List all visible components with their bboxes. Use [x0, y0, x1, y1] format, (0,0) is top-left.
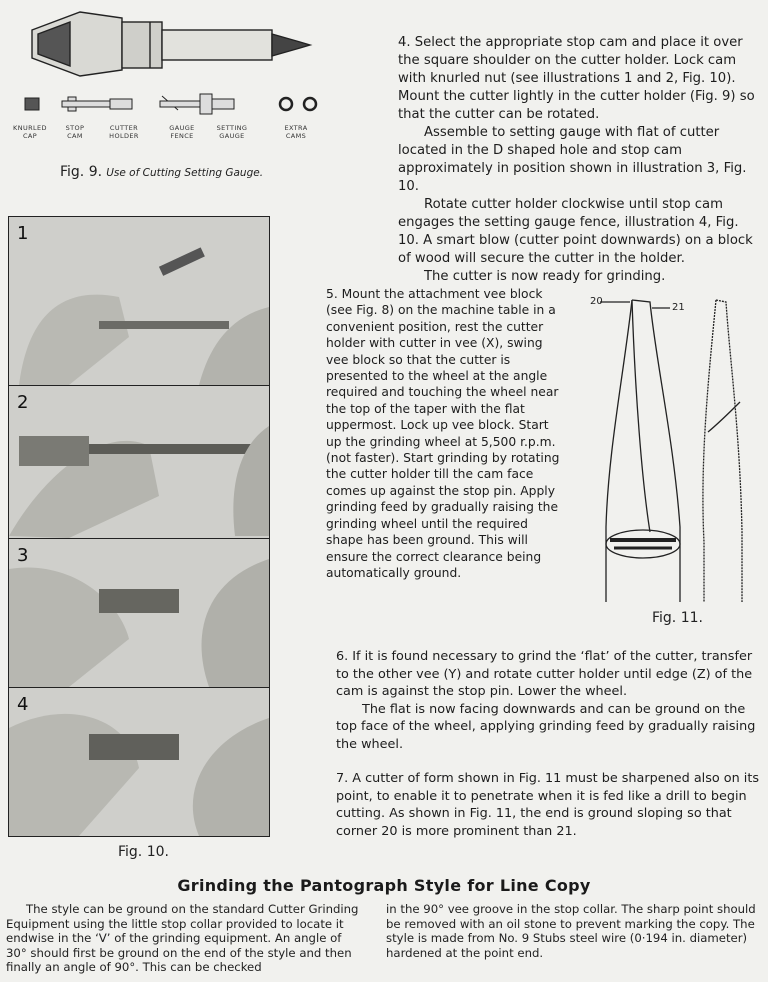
extra-cams-icon — [280, 98, 316, 110]
step-4-text: 4. Select the appropriate stop cam and place it over the square shoulder on the cutter holder. Lock cam with knurled nut (see illustrations 1 and 2, Fig. 10). Mount the cutter lightly in the cutter holder (Fig. 9) so that the cutter can be rotated. Assemble to setting gauge with flat of cutter located in the D shaped hole and stop cam approximately in position shown in illustration 3, Fig. 10. Rotate cutter holder clockwise until stop cam engages the setting gauge fence, illustration 4, Fig. 10. A smart blow (cutter point downwards) on a block of wood will secure the cutter in the holder. The cutter is now ready for grinding. — [398, 35, 755, 284]
step-5-text: 5. Mount the attachment vee block (see Fig. 8) on the machine table in a convenient position, rest the cutter holder with cutter in vee (X), swing vee block so that the cutter is presented to the wheel at the angle required and touching the wheel near the top of the taper with the flat uppermost. Lock up vee block. Start up the grinding wheel at 5,500 r.p.m. (not faster). Start grinding by rotating the cutter holder till the cam face comes up against the stop pin. Apply grinding feed by gradually raising the grinding wheel until the required shape has been ground. This will ensure the correct clearance being automatically ground. — [326, 287, 560, 580]
gauge-fence-icon — [160, 96, 205, 110]
setting-gauge-icon — [200, 94, 234, 114]
label-gauge-fence: GAUGE FENCE — [169, 124, 195, 140]
fig11-label-21: 21 — [672, 302, 685, 313]
cutter-profile-icon — [580, 282, 760, 612]
section-col2: in the 90° vee groove in the stop collar. The sharp point should be removed with an oil stone to prevent marking the copy. The style is made from No. 9 Stubs steel wire (0·194 in. diameter) hardened at the point end. — [386, 902, 756, 960]
label-knurled-cap: KNURLED CAP — [13, 124, 47, 140]
fig11-label-20: 20 — [590, 296, 603, 307]
fig11-caption: Fig. 11. — [652, 610, 703, 626]
assembled-tool-icon — [32, 12, 310, 76]
hands-holding-cutter-icon — [9, 217, 269, 385]
fig10-panel-2: 2 — [8, 385, 270, 539]
fig10-panel-1: 1 — [8, 216, 270, 386]
knurled-cap-icon — [25, 98, 39, 110]
step-7-text: 7. A cutter of form shown in Fig. 11 must be sharpened also on its point, to enable it to penetrate when it is fed like a drill to begin cutting. As shown in Fig. 11, the end is ground sloping so that corner 20 is more prominent than 21. — [336, 771, 760, 839]
fig10-panel-3: 3 — [8, 538, 270, 688]
label-stop-cam: STOP CAM — [65, 124, 85, 140]
fig9-caption: Fig. 9. Use of Cutting Setting Gauge. — [60, 164, 264, 180]
fig10-caption: Fig. 10. — [118, 844, 169, 860]
hands-rotating-holder-icon — [9, 688, 269, 836]
label-cutter-holder: CUTTER HOLDER — [109, 124, 139, 140]
fig11-drawing — [580, 282, 760, 612]
fig10-panel-4: 4 — [8, 687, 270, 837]
section-col1: The style can be ground on the standard Cutter Grinding Equipment using the little stop collar provided to locate it endwise in the ‘V’ of the grinding equipment. An angle of 30° should first be ground on the end of the style and then finally an angle of 90°. This can be checked — [6, 902, 359, 975]
hands-setting-gauge-icon — [9, 539, 269, 687]
step-6-text: 6. If it is found necessary to grind the ‘flat’ of the cutter, transfer to the other vee (Y) and rotate cutter holder until edge (Z) of the cam is against the stop pin. Lower the wheel. The flat is now facing downwards and can be ground on the top face of the wheel, applying grinding feed by gradually raising the wheel. — [336, 649, 756, 752]
label-extra-cams: EXTRA CAMS — [284, 124, 308, 140]
cutter-holder-icon — [62, 99, 132, 109]
hands-locking-cam-icon — [9, 386, 269, 538]
section-heading: Grinding the Pantograph Style for Line Copy — [177, 876, 591, 895]
label-setting-gauge: SETTING GAUGE — [216, 124, 248, 140]
